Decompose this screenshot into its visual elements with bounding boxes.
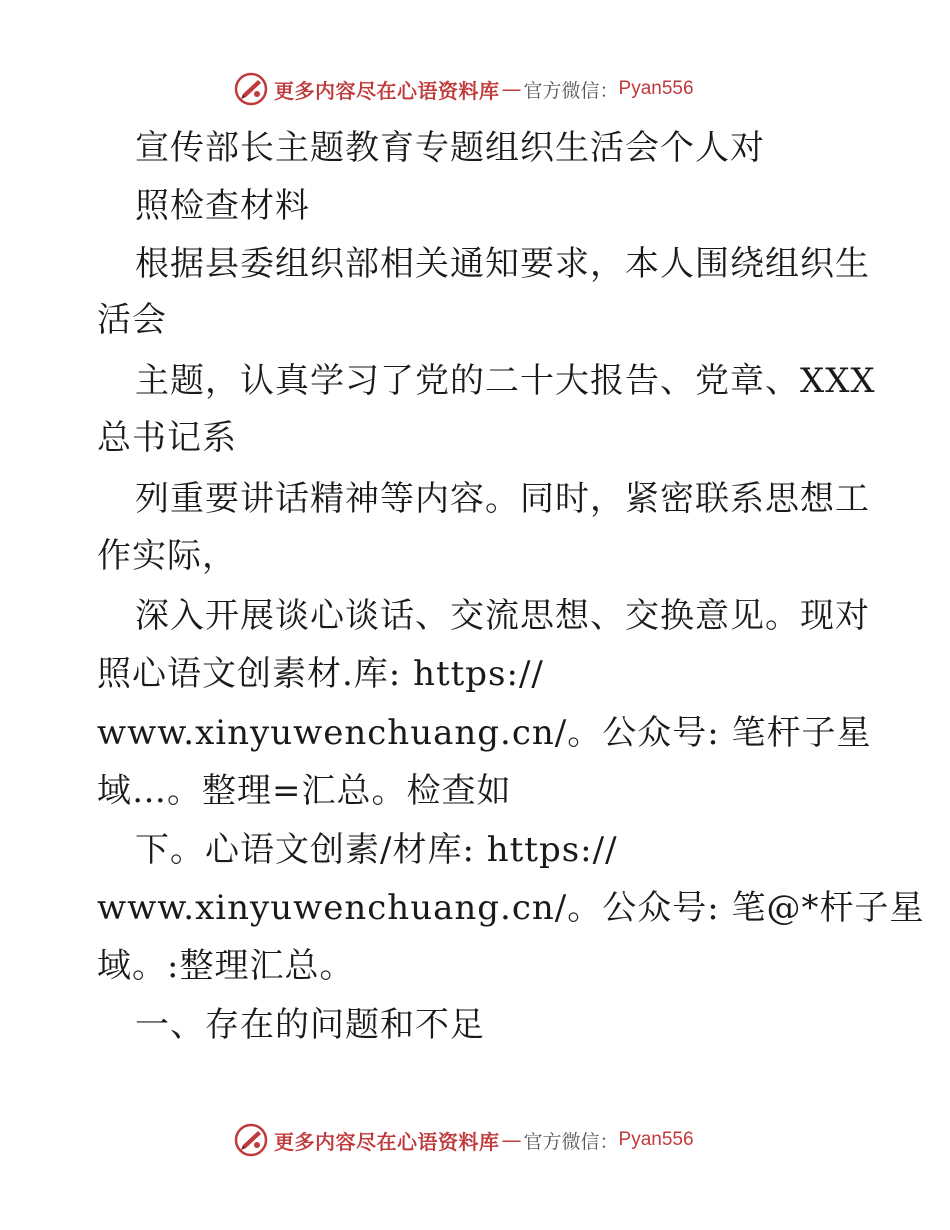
- paragraph-line: 主题，认真学习了党的二十大报告、党章、XXX: [135, 361, 876, 401]
- paragraph-line: 域。:整理汇总。: [97, 946, 355, 986]
- logo-icon: [234, 1123, 268, 1157]
- footer-banner: [234, 1123, 694, 1157]
- paragraph-line: 列重要讲话精神等内容。同时，紧密联系思想工: [135, 479, 870, 519]
- paragraph-line: 根据县委组织部相关通知要求，本人围绕组织生: [135, 244, 870, 284]
- banner-separator: —: [501, 1128, 522, 1152]
- paragraph-line: 作实际，: [97, 536, 237, 576]
- banner-wechat-id: Pyan556: [618, 1129, 694, 1150]
- banner-wechat-id: Pyan556: [618, 78, 694, 99]
- header-banner: [234, 72, 694, 106]
- document-title-line-1: 宣传部长主题教育专题组织生活会个人对: [135, 128, 765, 168]
- banner-wechat-label: 官方微信：: [523, 79, 619, 102]
- paragraph-line: 照心语文创素材.库: https://: [97, 654, 544, 694]
- paragraph-line: 总书记系: [97, 418, 237, 458]
- section-heading: 一、存在的问题和不足: [135, 1005, 485, 1045]
- logo-icon: [234, 72, 268, 106]
- banner-title: 更多内容尽在心语资料库: [274, 78, 500, 103]
- banner-separator: —: [501, 77, 522, 101]
- banner-title: 更多内容尽在心语资料库: [274, 1129, 500, 1154]
- paragraph-line: 下。心语文创素/材库: https://: [135, 830, 618, 870]
- document-title-line-2: 照检查材料: [135, 186, 310, 226]
- paragraph-line: 活会: [97, 300, 167, 340]
- paragraph-line: 深入开展谈心谈话、交流思想、交换意见。现对: [135, 596, 870, 636]
- paragraph-line: www.xinyuwenchuang.cn/。公众号: 笔@*杆子星: [97, 888, 925, 928]
- paragraph-line: www.xinyuwenchuang.cn/。公众号: 笔杆子星: [97, 713, 872, 753]
- paragraph-line: 域…。整理=汇总。检查如: [97, 771, 512, 811]
- banner-wechat-label: 官方微信：: [523, 1130, 619, 1153]
